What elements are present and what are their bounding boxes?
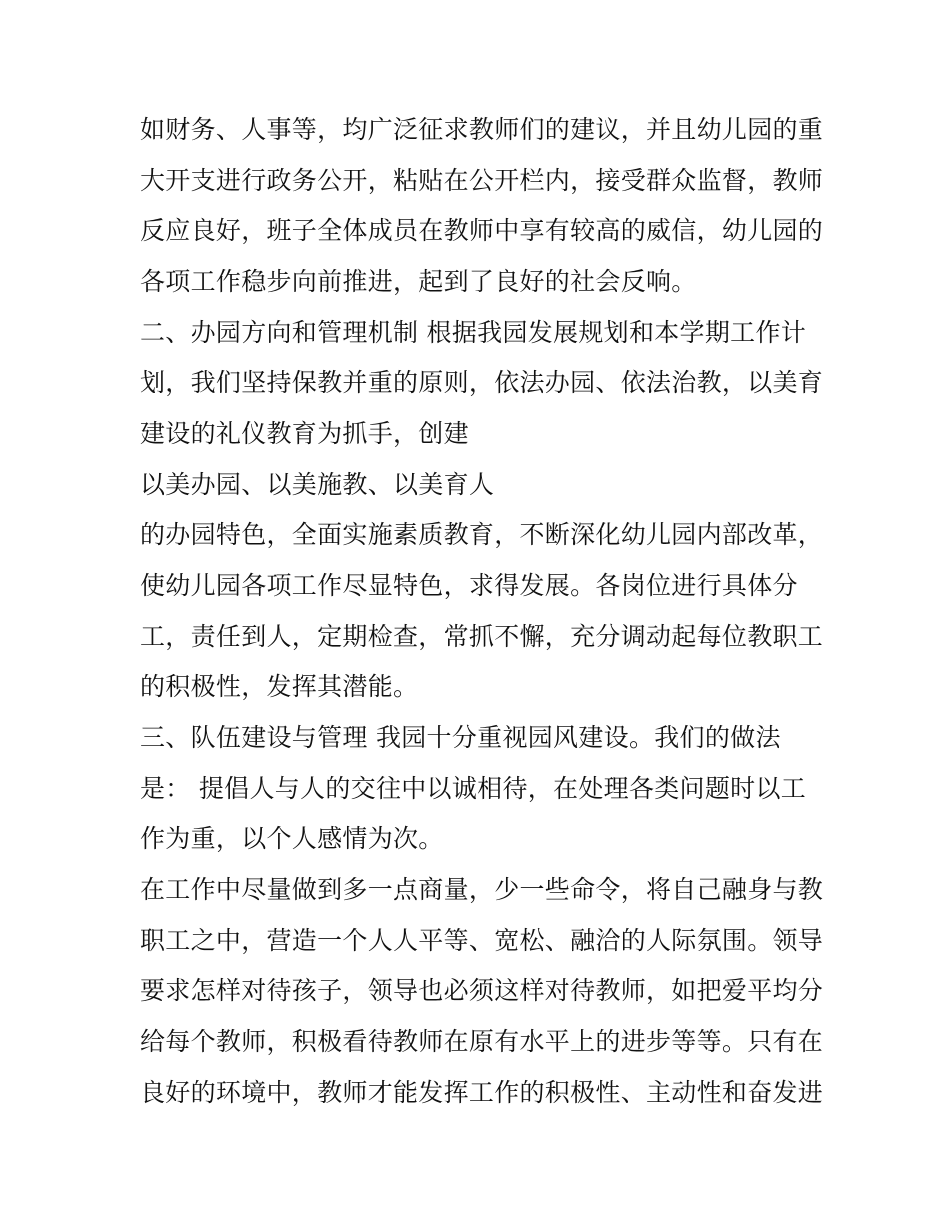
text-line: 在工作中尽量做到多一点商量，少一些命令，将自己融身与教 (140, 875, 824, 904)
text-line: 大开支进行政务公开，粘贴在公开栏内，接受群众监督，教师 (140, 166, 824, 195)
text-line: 良好的环境中，教师才能发挥工作的积极性、主动性和奋发进 (140, 1078, 824, 1107)
text-line: 反应良好，班子全体成员在教师中享有较高的威信，幼儿园的 (140, 216, 824, 245)
text-line: 使幼儿园各项工作尽显特色，求得发展。各岗位进行具体分 (140, 571, 798, 600)
text-line: 各项工作稳步向前推进，起到了良好的社会反响。 (140, 267, 697, 296)
text-line: 给每个教师，积极看待教师在原有水平上的进步等等。只有在 (140, 1027, 824, 1056)
text-line: 如财务、人事等，均广泛征求教师们的建议，并且幼儿园的重 (140, 115, 824, 144)
text-line: 要求怎样对待孩子，领导也必须这样对待教师，如把爱平均分 (140, 976, 824, 1005)
text-line: 建设的礼仪教育为抓手，创建 (140, 419, 469, 448)
section-heading-line: 二、办园方向和管理机制 根据我园发展规划和本学期工作计 (140, 318, 807, 347)
text-line: 作为重，以个人感情为次。 (140, 824, 444, 853)
text-line: 的办园特色，全面实施素质教育，不断深化幼儿园内部改革， (140, 520, 824, 549)
text-line: 职工之中，营造一个人人平等、宽松、融洽的人际氛围。领导 (140, 926, 824, 955)
text-line: 以美办园、以美施教、以美育人 (140, 470, 495, 499)
text-line: 是： 提倡人与人的交往中以诚相待，在处理各类问题时以工 (140, 774, 807, 803)
section-heading-line: 三、队伍建设与管理 我园十分重视园风建设。我们的做法 (140, 723, 781, 752)
text-line: 工，责任到人，定期检查，常抓不懈，充分调动起每位教职工 (140, 622, 824, 651)
text-line: 的积极性，发挥其潜能。 (140, 672, 419, 701)
text-line: 划，我们坚持保教并重的原则，依法办园、依法治教，以美育 (140, 368, 824, 397)
